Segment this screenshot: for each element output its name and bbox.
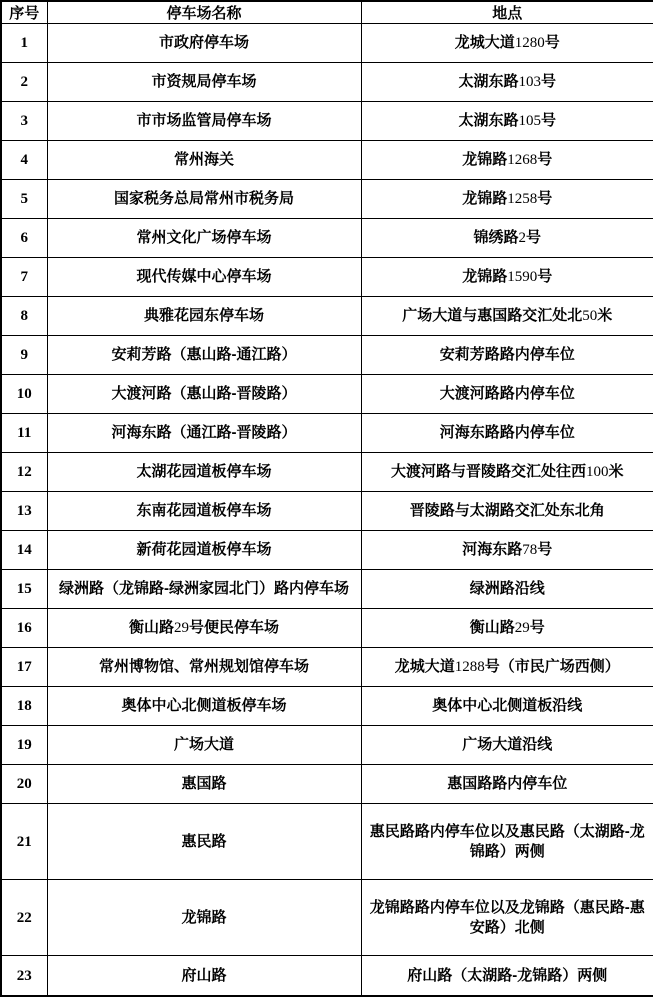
table-row bbox=[1, 956, 653, 996]
parking-lot-name: 常州文化广场停车场 bbox=[47, 219, 361, 258]
parking-lot-name: 安莉芳路（惠山路-通江路） bbox=[47, 336, 361, 375]
parking-lot-location: 龙锦路路内停车位以及龙锦路（惠民路-惠安路）北侧 bbox=[361, 880, 653, 956]
column-header-name: 停车场名称 bbox=[47, 1, 361, 24]
table-row bbox=[1, 880, 653, 956]
row-number: 18 bbox=[1, 687, 47, 726]
parking-lot-name: 龙锦路 bbox=[47, 880, 361, 956]
table-row bbox=[1, 414, 653, 453]
parking-lot-location: 广场大道与惠国路交汇处北50米 bbox=[361, 297, 653, 336]
row-number: 1 bbox=[1, 24, 47, 63]
parking-lot-name: 典雅花园东停车场 bbox=[47, 297, 361, 336]
row-number: 2 bbox=[1, 63, 47, 102]
parking-lot-location: 绿洲路沿线 bbox=[361, 570, 653, 609]
row-number: 17 bbox=[1, 648, 47, 687]
parking-lot-location: 龙城大道1280号 bbox=[361, 24, 653, 63]
parking-lot-name: 市资规局停车场 bbox=[47, 63, 361, 102]
parking-lot-name: 太湖花园道板停车场 bbox=[47, 453, 361, 492]
parking-lot-location: 晋陵路与太湖路交汇处东北角 bbox=[361, 492, 653, 531]
table-body bbox=[1, 24, 653, 997]
table-row bbox=[1, 570, 653, 609]
table-row bbox=[1, 336, 653, 375]
table-row bbox=[1, 180, 653, 219]
parking-lot-name: 奥体中心北侧道板停车场 bbox=[47, 687, 361, 726]
row-number: 6 bbox=[1, 219, 47, 258]
parking-lot-location: 安莉芳路路内停车位 bbox=[361, 336, 653, 375]
table-row bbox=[1, 63, 653, 102]
table-row bbox=[1, 297, 653, 336]
parking-lot-name: 河海东路（通江路-晋陵路） bbox=[47, 414, 361, 453]
parking-lot-location: 奥体中心北侧道板沿线 bbox=[361, 687, 653, 726]
parking-lot-name: 现代传媒中心停车场 bbox=[47, 258, 361, 297]
parking-lot-name: 市市场监管局停车场 bbox=[47, 102, 361, 141]
table-row bbox=[1, 24, 653, 63]
row-number: 9 bbox=[1, 336, 47, 375]
parking-lot-name: 常州博物馆、常州规划馆停车场 bbox=[47, 648, 361, 687]
table-row bbox=[1, 492, 653, 531]
parking-lot-name: 广场大道 bbox=[47, 726, 361, 765]
parking-lot-name: 常州海关 bbox=[47, 141, 361, 180]
parking-lot-name: 惠民路 bbox=[47, 804, 361, 880]
parking-lot-location: 惠国路路内停车位 bbox=[361, 765, 653, 804]
parking-lot-location: 河海东路78号 bbox=[361, 531, 653, 570]
table-row bbox=[1, 531, 653, 570]
row-number: 8 bbox=[1, 297, 47, 336]
parking-lot-location: 大渡河路路内停车位 bbox=[361, 375, 653, 414]
parking-lot-name: 市政府停车场 bbox=[47, 24, 361, 63]
row-number: 10 bbox=[1, 375, 47, 414]
row-number: 11 bbox=[1, 414, 47, 453]
row-number: 15 bbox=[1, 570, 47, 609]
column-header-location: 地点 bbox=[361, 1, 653, 24]
table-row bbox=[1, 375, 653, 414]
parking-lot-name: 惠国路 bbox=[47, 765, 361, 804]
parking-lot-location: 龙城大道1288号（市民广场西侧） bbox=[361, 648, 653, 687]
parking-lot-name: 新荷花园道板停车场 bbox=[47, 531, 361, 570]
table-row bbox=[1, 609, 653, 648]
row-number: 22 bbox=[1, 880, 47, 956]
table-row bbox=[1, 219, 653, 258]
parking-lot-name: 府山路 bbox=[47, 956, 361, 996]
column-header-number: 序号 bbox=[1, 1, 47, 24]
row-number: 12 bbox=[1, 453, 47, 492]
parking-lot-location: 惠民路路内停车位以及惠民路（太湖路-龙锦路）两侧 bbox=[361, 804, 653, 880]
parking-lot-location: 龙锦路1268号 bbox=[361, 141, 653, 180]
row-number: 20 bbox=[1, 765, 47, 804]
row-number: 16 bbox=[1, 609, 47, 648]
table-row bbox=[1, 687, 653, 726]
table-row bbox=[1, 453, 653, 492]
row-number: 21 bbox=[1, 804, 47, 880]
parking-lot-location: 龙锦路1258号 bbox=[361, 180, 653, 219]
table-row bbox=[1, 804, 653, 880]
row-number: 14 bbox=[1, 531, 47, 570]
table-row bbox=[1, 726, 653, 765]
parking-lot-name: 衡山路29号便民停车场 bbox=[47, 609, 361, 648]
parking-lot-name: 绿洲路（龙锦路-绿洲家园北门）路内停车场 bbox=[47, 570, 361, 609]
parking-lot-location: 府山路（太湖路-龙锦路）两侧 bbox=[361, 956, 653, 996]
parking-lot-location: 广场大道沿线 bbox=[361, 726, 653, 765]
row-number: 23 bbox=[1, 956, 47, 996]
parking-lot-location: 河海东路路内停车位 bbox=[361, 414, 653, 453]
parking-lot-location: 大渡河路与晋陵路交汇处往西100米 bbox=[361, 453, 653, 492]
table-row bbox=[1, 258, 653, 297]
header-row bbox=[1, 1, 653, 24]
table-row bbox=[1, 648, 653, 687]
row-number: 7 bbox=[1, 258, 47, 297]
parking-lot-location: 衡山路29号 bbox=[361, 609, 653, 648]
parking-lot-location: 龙锦路1590号 bbox=[361, 258, 653, 297]
row-number: 3 bbox=[1, 102, 47, 141]
row-number: 5 bbox=[1, 180, 47, 219]
parking-lot-location: 太湖东路103号 bbox=[361, 63, 653, 102]
table-row bbox=[1, 765, 653, 804]
parking-lot-location: 锦绣路2号 bbox=[361, 219, 653, 258]
parking-lot-name: 大渡河路（惠山路-晋陵路） bbox=[47, 375, 361, 414]
row-number: 4 bbox=[1, 141, 47, 180]
parking-lot-name: 东南花园道板停车场 bbox=[47, 492, 361, 531]
parking-lot-location: 太湖东路105号 bbox=[361, 102, 653, 141]
row-number: 13 bbox=[1, 492, 47, 531]
parking-lot-name: 国家税务总局常州市税务局 bbox=[47, 180, 361, 219]
table-row bbox=[1, 141, 653, 180]
row-number: 19 bbox=[1, 726, 47, 765]
table-row bbox=[1, 102, 653, 141]
